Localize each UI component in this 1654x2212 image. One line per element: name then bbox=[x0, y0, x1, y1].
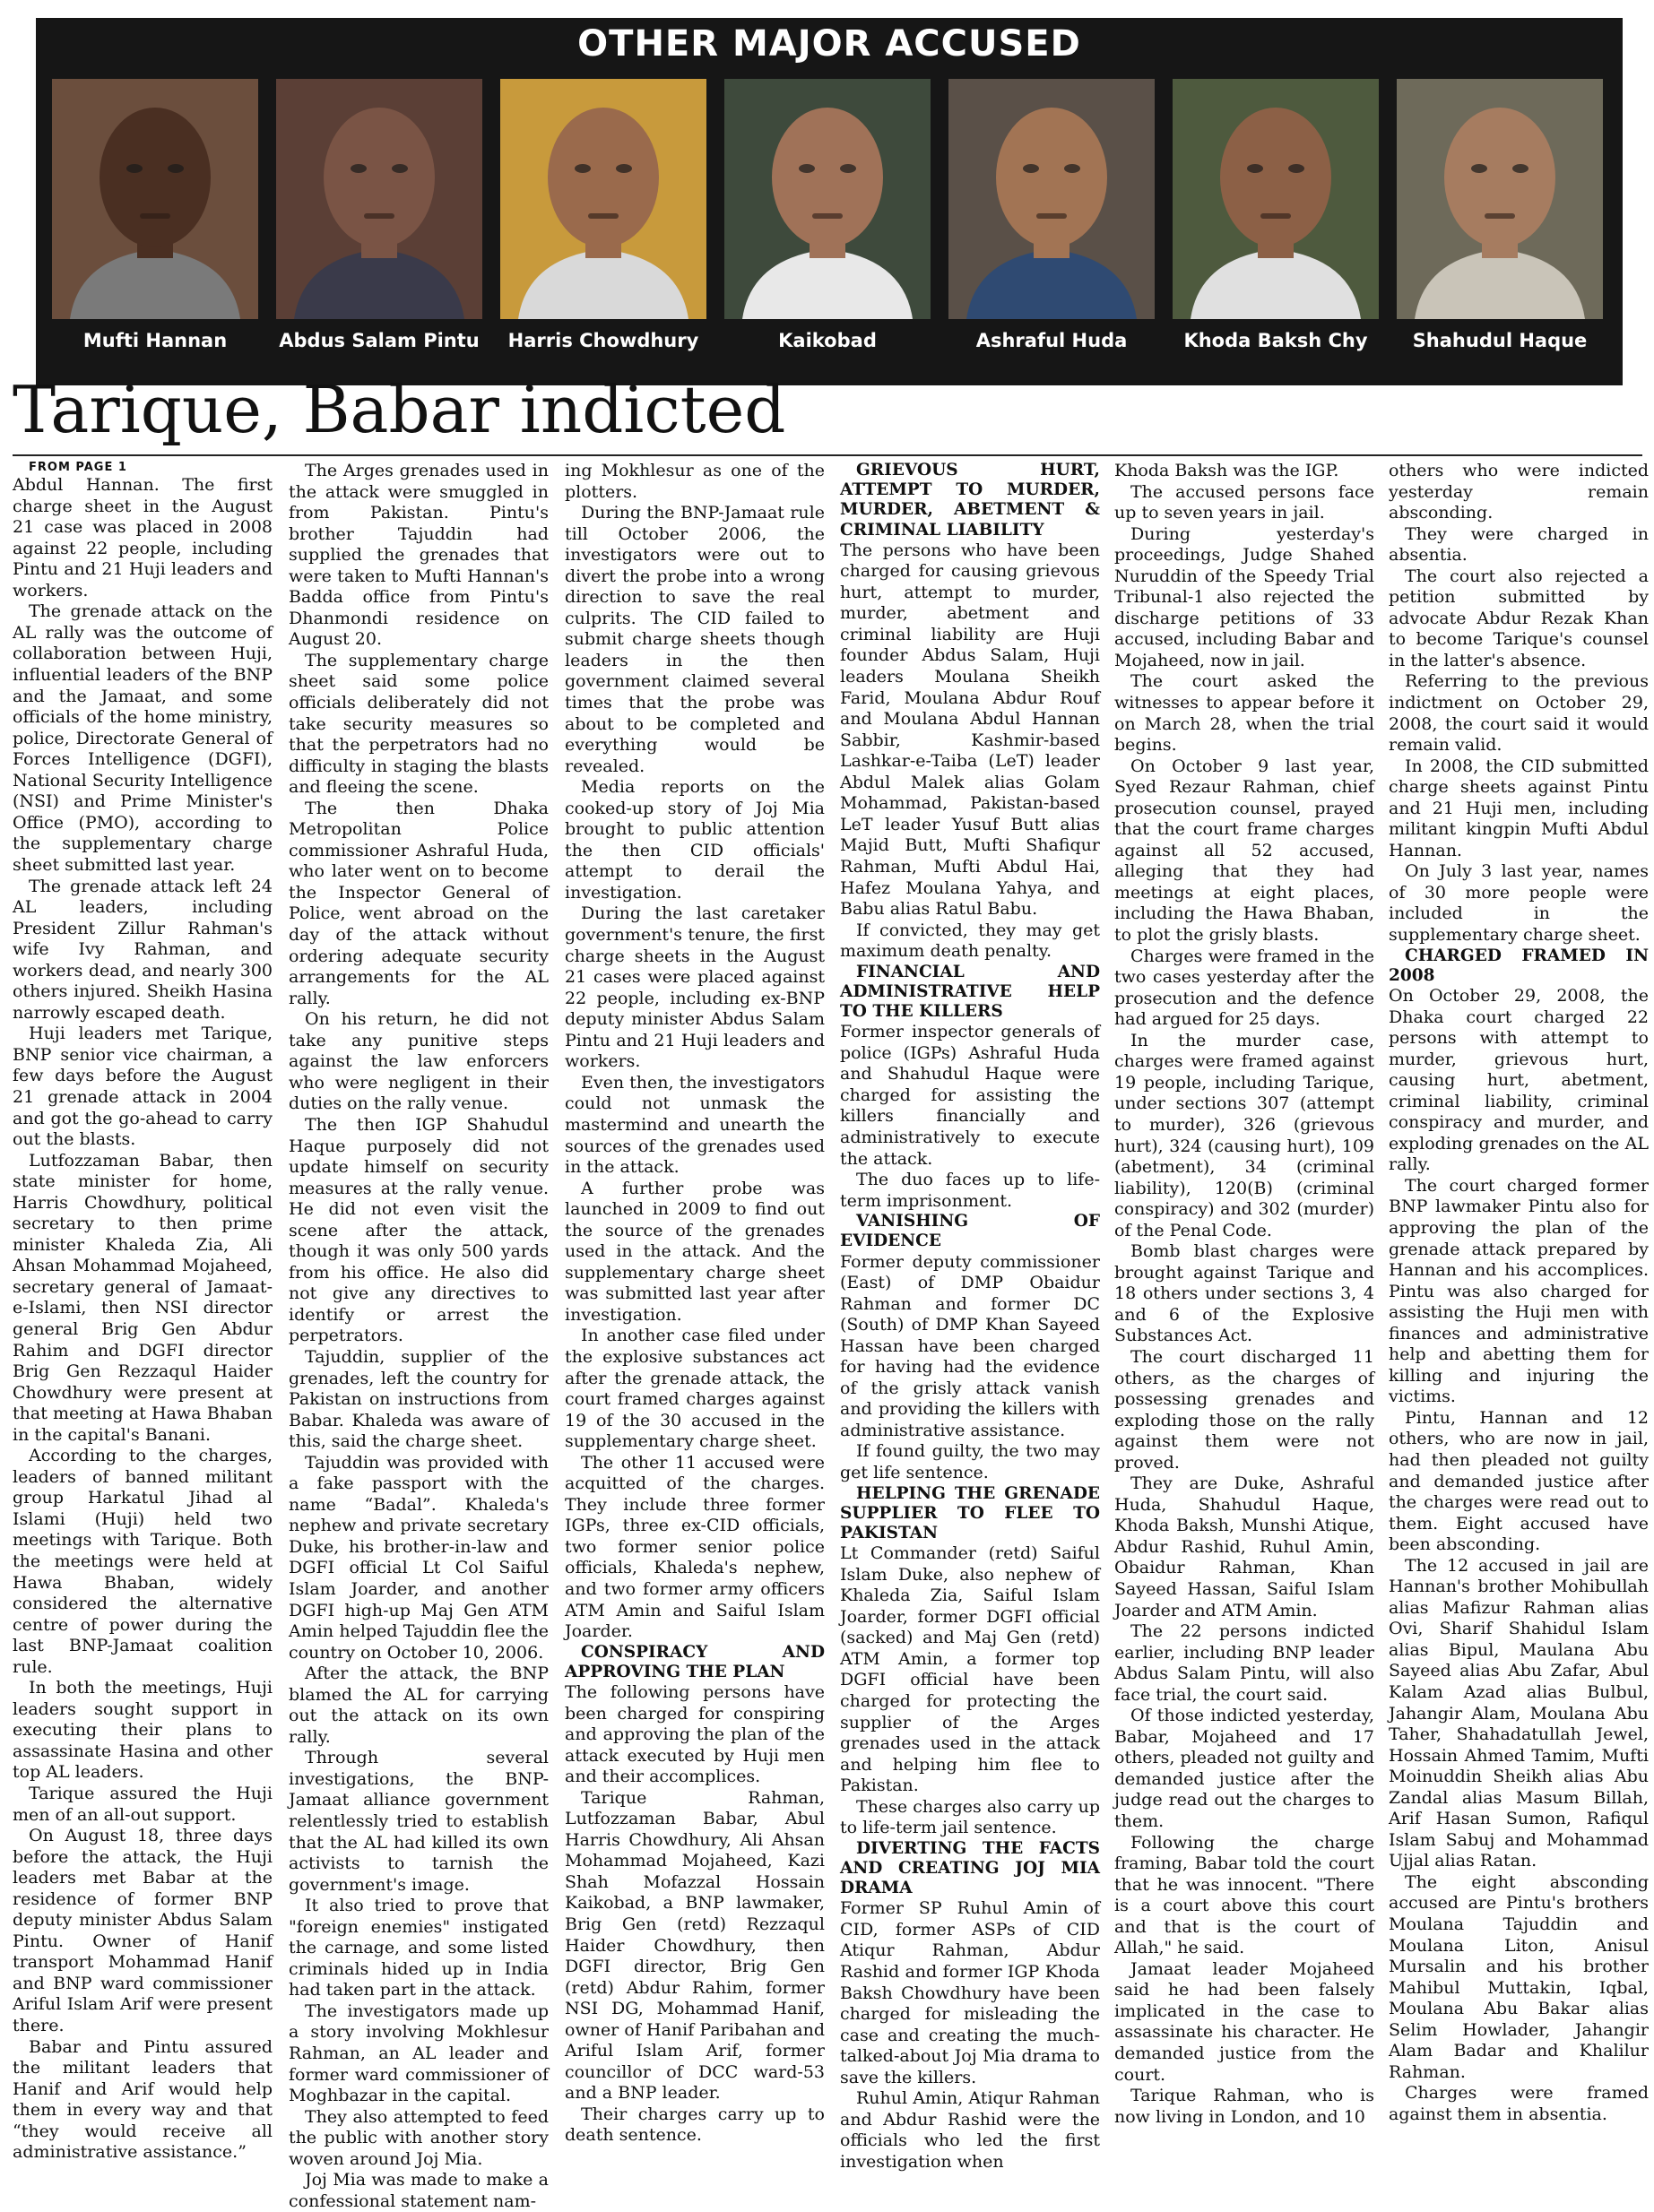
body-paragraph: Their charges carry up to death sentence. bbox=[565, 2104, 825, 2146]
body-paragraph: Babar and Pintu assured the militant leaders that Hanif and Arif would help them in every way and that “they would receive all administrative assistance.” bbox=[13, 2036, 273, 2163]
article-column bbox=[840, 461, 1100, 2190]
article-column bbox=[1389, 461, 1649, 2190]
article-column bbox=[289, 461, 549, 2211]
body-paragraph: Lt Commander (retd) Saiful Islam Duke, also nephew of Khaleda Zia, Saiful Islam Joarder, former DGFI official (sacked) and Maj Gen (retd) ATM Amin, a former top DGFI official have been charged for protecting the supplier of the Arges grenades used in the attack and helping him flee to Pakistan. bbox=[840, 1543, 1100, 1796]
body-paragraph: Referring to the previous indictment on October 29, 2008, the court said it would remain valid. bbox=[1389, 671, 1649, 756]
body-paragraph: If found guilty, the two may get life sentence. bbox=[840, 1441, 1100, 1483]
article-column bbox=[13, 461, 273, 2190]
body-paragraph: The court also rejected a petition submitted by advocate Abdur Rezak Khan to become Tarique's counsel in the latter's absence. bbox=[1389, 566, 1649, 670]
accused-name: Harris Chowdhury bbox=[507, 330, 699, 351]
portrait-image bbox=[1397, 79, 1603, 319]
body-paragraph: These charges also carry up to life-term jail sentence. bbox=[840, 1796, 1100, 1838]
body-paragraph: Charges were framed against them in absentia. bbox=[1389, 2083, 1649, 2124]
body-paragraph: Even then, the investigators could not unmask the mastermind and unearth the sources of the grenades used in the attack. bbox=[565, 1072, 825, 1178]
body-paragraph: Charges were framed in the two cases yesterday after the prosecution and the defence had argued for 25 days. bbox=[1114, 946, 1374, 1030]
subheading: CONSPIRACY AND APPROVING THE PLAN bbox=[565, 1642, 825, 1681]
accused-photo bbox=[500, 79, 706, 375]
accused-photo bbox=[1173, 79, 1379, 375]
body-paragraph: Ruhul Amin, Atiqur Rahman and Abdur Rashid were the officials who led the first investigation when bbox=[840, 2088, 1100, 2172]
body-paragraph: Former deputy commissioner (East) of DMP Obaidur Rahman and former DC (South) of DMP Khan Sayeed Hassan have been charged for having had the evidence of the grisly attack vanish and providing the killers with administrative assistance. bbox=[840, 1251, 1100, 1440]
body-paragraph: ing Mokhlesur as one of the plotters. bbox=[565, 461, 825, 502]
body-paragraph: Tarique Rahman, Lutfozzaman Babar, Abul Harris Chowdhury, Ali Ahsan Mohammad Mojaheed, Kazi Shah Mofazzal Hossain Kaikobad, a BNP lawmaker, Brig Gen (retd) Rezzaqul Haider Chowdhury, then DGFI director, Brig Gen (retd) Abdur Rahim, former NSI DG, Mohammad Hanif, owner of Hanif Paribahan and Ariful Islam Arif, former councillor of DCC ward-53 and a BNP leader. bbox=[565, 1787, 825, 2104]
body-paragraph: According to the charges, leaders of banned militant group Harkatul Jihad al Islami (Huji) held two meetings with Tarique. Both the meetings were held at Hawa Bhaban, widely considered the alternative centre of power during the last BNP-Jamaat coalition rule. bbox=[13, 1446, 273, 1677]
body-paragraph: Jamaat leader Mojaheed said he had been falsely implicated in the case to assassinate his character. He demanded justice from the court. bbox=[1114, 1958, 1374, 2085]
accused-name: Ashraful Huda bbox=[975, 330, 1128, 351]
portrait-image bbox=[500, 79, 706, 319]
body-paragraph: If convicted, they may get maximum death penalty. bbox=[840, 920, 1100, 962]
accused-name: Kaikobad bbox=[778, 330, 877, 351]
body-paragraph: The accused persons face up to seven years in jail. bbox=[1114, 481, 1374, 523]
accused-photo bbox=[276, 79, 482, 375]
body-paragraph: On July 3 last year, names of 30 more people were included in the supplementary charge sheet. bbox=[1389, 861, 1649, 946]
article-column bbox=[1114, 461, 1374, 2190]
body-paragraph: The grenade attack left 24 AL leaders, including President Zillur Rahman's wife Ivy Rahman, and workers dead, and nearly 300 others injured. Sheikh Hasina narrowly escaped death. bbox=[13, 876, 273, 1023]
accused-photo bbox=[1397, 79, 1603, 375]
accused-banner bbox=[36, 18, 1623, 385]
body-paragraph: The other 11 accused were acquitted of the charges. They include three former IGPs, three ex-CID officials, two former senior police officials, Khaleda's nephew, and two former army officers ATM Amin and Saiful Islam Joarder. bbox=[565, 1452, 825, 1642]
body-paragraph: The investigators made up a story involving Mokhlesur Rahman, an AL leader and former ward commissioner of Moghbazar in the capital. bbox=[289, 2000, 549, 2106]
body-paragraph: Tajuddin, supplier of the grenades, left the country for Pakistan on instructions from Babar. Khaleda was aware of this, said the charge sheet. bbox=[289, 1346, 549, 1452]
body-paragraph: Lutfozzaman Babar, then state minister for home, Harris Chowdhury, political secretary to then prime minister Khaleda Zia, Ali Ahsan Mohammad Mojaheed, secretary general of Jamaat-e-Islami, then NSI director general Brig Gen Abdur Rahim and DGFI director Brig Gen Rezzaqul Haider Chowdhury were present at that meeting at Hawa Bhaban in the capital's Banani. bbox=[13, 1150, 273, 1445]
body-paragraph: The eight absconding accused are Pintu's brothers Moulana Tajuddin and Moulana Liton, Anisul Mursalin and his brother Mahibul Muttakin, Iqbal, Moulana Abu Bakar alias Selim Howlader, Jahangir Alam Badar and Khalilur Rahman. bbox=[1389, 1871, 1649, 2082]
body-paragraph: Former SP Ruhul Amin of CID, former ASPs of CID Atiqur Rahman, Abdur Rashid and former IGP Khoda Baksh Chowdhury have been charged for misleading the case and creating the much-talked-about Joj Mia drama to save the killers. bbox=[840, 1898, 1100, 2087]
body-paragraph: Abdul Hannan. The first charge sheet in the August 21 case was placed in 2008 against 22 people, including Pintu and 21 Huji leaders and workers. bbox=[13, 475, 273, 601]
body-paragraph: The then IGP Shahudul Haque purposely did not update himself on security measures at the rally venue. He did not even visit the scene after the attack, though it was only 500 yards from his office. He also did not give any directives to identify or arrest the perpetrators. bbox=[289, 1114, 549, 1346]
body-paragraph: They are Duke, Ashraful Huda, Shahudul Haque, Khoda Baksh, Munshi Atique, Abdur Rashid, Ruhul Amin, Obaidur Rahman, Khan Sayeed Hassan, Saiful Islam Joarder and ATM Amin. bbox=[1114, 1473, 1374, 1620]
body-paragraph: Through several investigations, the BNP-Jamaat alliance government relentlessly tried to establish that the AL had killed its own activists to tarnish the government's image. bbox=[289, 1748, 549, 1895]
body-paragraph: Tajuddin was provided with a fake passport with the name “Badal”. Khaleda's nephew and private secretary Duke, his brother-in-law and DGFI official Lt Col Saiful Islam Joarder, and another DGFI high-up Maj Gen ATM Amin helped Tajuddin flee the country on October 10, 2006. bbox=[289, 1452, 549, 1663]
accused-name: Mufti Hannan bbox=[82, 330, 228, 351]
subheading: CHARGED FRAMED IN 2008 bbox=[1389, 946, 1649, 985]
subheading: FINANCIAL AND ADMINISTRATIVE HELP TO THE KILLERS bbox=[840, 962, 1100, 1022]
body-paragraph: The 12 accused in jail are Hannan's brother Mohibullah alias Mafizur Rahman alias Ovi, Sharif Shahidul Islam alias Bipul, Maulana Abu Sayeed alias Abu Zafar, Abul Kalam Azad alias Bulbul, Jahangir Alam, Moulana Abu Taher, Shahadatullah Jewel, Hossain Ahmed Tamim, Mufti Moinuddin Sheikh alias Abu Zandal alias Masum Billah, Arif Hasan Sumon, Rafiqul Islam Sabuj and Mohammad Ujjal alias Ratan. bbox=[1389, 1555, 1649, 1871]
body-paragraph: Media reports on the cooked-up story of Joj Mia brought to public attention the then CID officials' attempt to derail the investigation. bbox=[565, 777, 825, 903]
accused-name: Khoda Baksh Chy bbox=[1183, 330, 1368, 351]
portrait-image bbox=[948, 79, 1155, 319]
page-jump-kicker: FROM PAGE 1 bbox=[29, 461, 127, 474]
body-paragraph: The then Dhaka Metropolitan Police commissioner Ashraful Huda, who later went on to become the Inspector General of Police, went abroad on the day of the attack without ordering adequate security arrangements for the AL rally. bbox=[289, 798, 549, 1008]
body-paragraph: Following the charge framing, Babar told the court that he was innocent. "There is a court above this court and that is the court of Allah," he said. bbox=[1114, 1832, 1374, 1958]
body-paragraph: The 22 persons indicted earlier, including BNP leader Abdus Salam Pintu, will also face trial, the court said. bbox=[1114, 1621, 1374, 1705]
accused-name: Shahudul Haque bbox=[1412, 330, 1588, 351]
body-paragraph: During yesterday's proceedings, Judge Shahed Nuruddin of the Speedy Trial Tribunal-1 also rejected the discharge petitions of 33 accused, including Babar and Mojaheed, now in jail. bbox=[1114, 523, 1374, 670]
subheading: VANISHING OF EVIDENCE bbox=[840, 1212, 1100, 1251]
body-paragraph: others who were indicted yesterday remain absconding. bbox=[1389, 461, 1649, 523]
subheading: DIVERTING THE FACTS AND CREATING JOJ MIA DRAMA bbox=[840, 1838, 1100, 1898]
body-paragraph: After the attack, the BNP blamed the AL for carrying out the attack on its own rally. bbox=[289, 1663, 549, 1747]
body-paragraph: Joj Mia was made to make a confessional statement nam- bbox=[289, 2170, 549, 2211]
body-paragraph: It also tried to prove that "foreign enemies" instigated the carnage, and some listed criminals hided up in India had taken part in the attack. bbox=[289, 1896, 549, 2000]
portrait-image bbox=[52, 79, 258, 319]
accused-name: Abdus Salam Pintu bbox=[279, 330, 480, 351]
body-paragraph: In another case filed under the explosive substances act after the grenade attack, the court framed charges against 19 of the 30 accused in the supplementary charge sheet. bbox=[565, 1326, 825, 1452]
body-paragraph: The following persons have been charged for conspiring and approving the plan of the attack executed by Huji men and their accomplices. bbox=[565, 1682, 825, 1787]
article-column bbox=[565, 461, 825, 2190]
body-paragraph: The Arges grenades used in the attack were smuggled in from Pakistan. Pintu's brother Tajuddin had supplied the grenades that were taken to Mufti Hannan's Badda office from Pintu's Dhanmondi residence on August 20. bbox=[289, 461, 549, 650]
portrait-image bbox=[1173, 79, 1379, 319]
portrait-image bbox=[724, 79, 931, 319]
body-paragraph: Tarique Rahman, who is now living in London, and 10 bbox=[1114, 2086, 1374, 2127]
body-paragraph: The court asked the witnesses to appear before it on March 28, when the trial begins. bbox=[1114, 671, 1374, 756]
accused-photo bbox=[52, 79, 258, 375]
body-paragraph: Bomb blast charges were brought against Tarique and 18 others under sections 3, 4 and 6 of the Explosive Substances Act. bbox=[1114, 1241, 1374, 1346]
body-paragraph: The grenade attack on the AL rally was the outcome of collaboration between Huji, influential leaders of the BNP and the Jamaat, and some officials of the home ministry, police, Directorate General of Forces Intelligence (DGFI), National Security Intelligence (NSI) and Prime Minister's Office (PMO), according to the supplementary charge sheet submitted last year. bbox=[13, 601, 273, 875]
body-paragraph: Pintu, Hannan and 12 others, who are now in jail, had then pleaded not guilty and demanded justice after the charges were read out to them. Eight accused have been absconding. bbox=[1389, 1407, 1649, 1555]
headline-rule bbox=[13, 454, 1642, 456]
body-paragraph: Tarique assured the Huji men of an all-out support. bbox=[13, 1784, 273, 1825]
body-paragraph: The court discharged 11 others, as the charges of possessing grenades and exploding those on the rally against them were not proved. bbox=[1114, 1346, 1374, 1473]
portrait-image bbox=[276, 79, 482, 319]
body-paragraph: Former inspector generals of police (IGPs) Ashraful Huda and Shahudul Haque were charged for assisting the killers financially and administratively to execute the attack. bbox=[840, 1022, 1100, 1169]
body-paragraph: A further probe was launched in 2009 to find out the source of the grenades used in the attack. And the supplementary charge sheet was submitted last year after investigation. bbox=[565, 1178, 825, 1325]
body-paragraph: In both the meetings, Huji leaders sought support in executing their plans to assassinate Hasina and other top AL leaders. bbox=[13, 1678, 273, 1783]
body-paragraph: During the BNP-Jamaat rule till October 2006, the investigators were out to divert the probe into a wrong direction to save the real culprits. The CID failed to submit charge sheets though leaders in the then government claimed several times that the probe was about to be completed and everything would be revealed. bbox=[565, 503, 825, 776]
body-paragraph: During the last caretaker government's tenure, the first charge sheets in the August 21 cases were placed against 22 people, including ex-BNP deputy minister Abdus Salam Pintu and 21 Huji leaders and workers. bbox=[565, 903, 825, 1072]
body-paragraph: On August 18, three days before the attack, the Huji leaders met Babar at the residence of former BNP deputy minister Abdus Salam Pintu. Owner of Hanif transport Mohammad Hanif and BNP ward commissioner Ariful Islam Arif were present there. bbox=[13, 1826, 273, 2036]
body-paragraph: Khoda Baksh was the IGP. bbox=[1114, 461, 1339, 480]
body-paragraph: The court charged former BNP lawmaker Pintu also for approving the plan of the grenade attack prepared by Hannan and his accomplices. Pintu was also charged for assisting the Huji men with finances and administrative help and abetting them for killing and injuring the victims. bbox=[1389, 1175, 1649, 1407]
accused-photo bbox=[724, 79, 931, 375]
subheading: HELPING THE GRENADE SUPPLIER TO FLEE TO PAKISTAN bbox=[840, 1483, 1100, 1542]
body-paragraph: On October 29, 2008, the Dhaka court charged 22 persons with attempt to murder, grievous hurt, causing hurt, abetment, criminal liability, criminal conspiracy and murder, and exploding grenades on the AL rally. bbox=[1389, 985, 1649, 1175]
body-paragraph: Of those indicted yesterday, Babar, Mojaheed and 17 others, pleaded not guilty and demanded justice after the judge read out the charges to them. bbox=[1114, 1706, 1374, 1831]
body-paragraph: The supplementary charge sheet said some police officials deliberately did not take security measures so that the perpetrators had no difficulty in staging the blasts and fleeing the scene. bbox=[289, 650, 549, 798]
body-paragraph: In 2008, the CID submitted charge sheets against Pintu and 21 Huji men, including militant kingpin Mufti Abdul Hannan. bbox=[1389, 756, 1649, 860]
body-paragraph: Huji leaders met Tarique, BNP senior vice chairman, a few days before the August 21 grenade attack in 2004 and got the go-ahead to carry out the blasts. bbox=[13, 1024, 273, 1150]
article-headline: Tarique, Babar indicted bbox=[13, 372, 786, 447]
accused-photo bbox=[948, 79, 1155, 375]
accused-photo-row bbox=[52, 79, 1610, 375]
body-paragraph: They also attempted to feed the public with another story woven around Joj Mia. bbox=[289, 2106, 549, 2169]
body-paragraph: On his return, he did not take any punitive steps against the law enforcers who were negligent in their duties on the rally venue. bbox=[289, 1009, 549, 1114]
body-paragraph: The duo faces up to life-term imprisonment. bbox=[840, 1170, 1100, 1211]
body-paragraph: On October 9 last year, Syed Rezaur Rahman, chief prosecution counsel, prayed that the court frame charges against all 52 accused, alleging that they had meetings at eight places, including the Hawa Bhaban, to plot the grisly blasts. bbox=[1114, 756, 1374, 946]
subheading: GRIEVOUS HURT, ATTEMPT TO MURDER, MURDER, ABETMENT & CRIMINAL LIABILITY bbox=[840, 461, 1100, 540]
body-paragraph: The persons who have been charged for causing grievous hurt, attempt to murder, murder, abetment and criminal liability are Huji founder Abdus Salam, Huji leaders Moulana Sheikh Farid, Moulana Abdur Rouf and Moulana Abdul Hannan Sabbir, Kashmir-based Lashkar-e-Taiba (LeT) leader Abdul Malek alias Golam Mohammad, Pakistan-based LeT leader Yusuf Butt alias Majid Butt, Mufti Shafiqur Rahman, Mufti Abdul Hai, Hafez Moulana Yahya, and Babu alias Ratul Babu. bbox=[840, 540, 1100, 920]
body-paragraph: In the murder case, charges were framed against 19 people, including Tarique, under sections 307 (attempt to murder), 326 (grievous hurt), 324 (causing hurt), 109 (abetment), 34 (criminal liability), 120(B) (criminal conspiracy) and 302 (murder) of the Penal Code. bbox=[1114, 1030, 1374, 1240]
banner-title: OTHER MAJOR ACCUSED bbox=[577, 23, 1081, 65]
body-paragraph: They were charged in absentia. bbox=[1389, 523, 1649, 566]
